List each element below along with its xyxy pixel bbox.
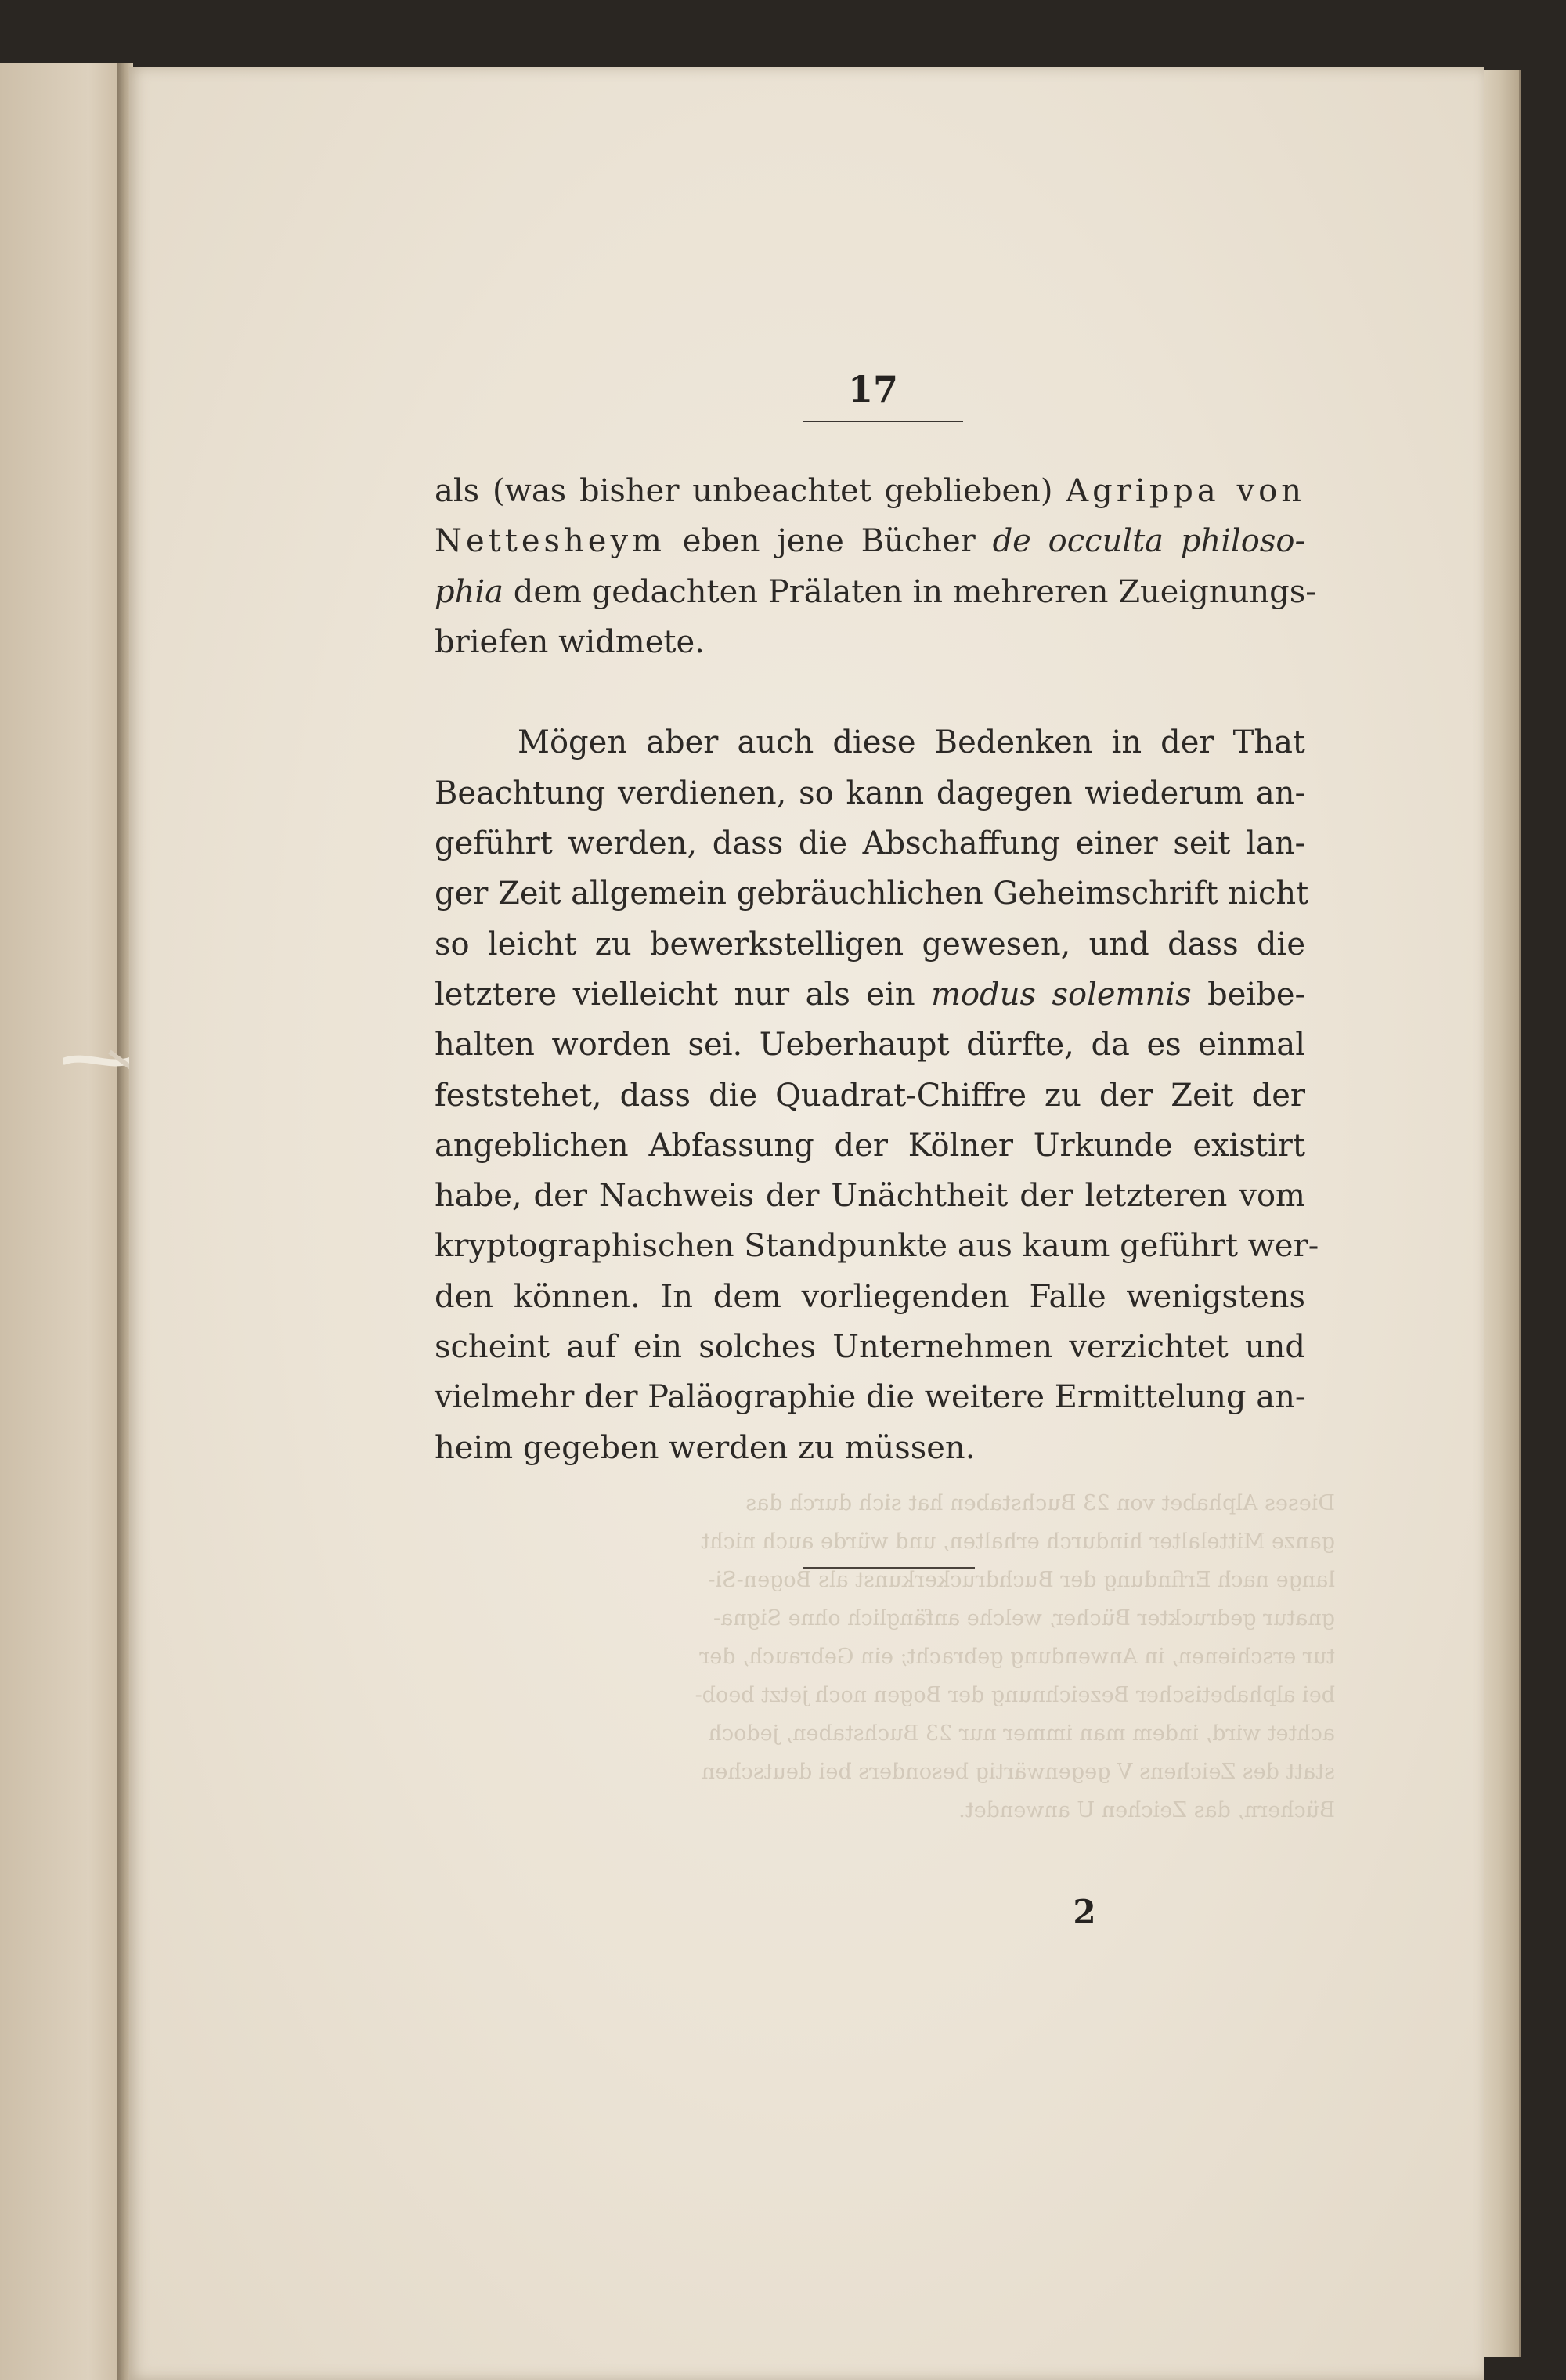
text-line xyxy=(435,1322,1305,1372)
text-segment: halten worden sei. Ueberhaupt dürfte, da es einmal xyxy=(435,1027,1305,1064)
text-line xyxy=(435,1121,1305,1171)
text-segment: beibe- xyxy=(1191,976,1305,1013)
text-segment: Nettesheym xyxy=(435,523,666,560)
text-line xyxy=(435,1171,1305,1221)
text-segment: heim gegeben werden zu müssen. xyxy=(435,1429,976,1466)
text-line xyxy=(435,1272,1305,1322)
text-segment: letztere vielleicht nur als ein xyxy=(435,976,932,1013)
text-segment: angeblichen Abfassung der Kölner Urkunde existirt xyxy=(435,1127,1305,1164)
text-line xyxy=(435,1372,1305,1422)
text-segment: de occulta philoso- xyxy=(992,523,1305,560)
text-line xyxy=(435,567,1316,617)
text-line xyxy=(435,869,1309,919)
text-line xyxy=(435,919,1305,970)
text-line xyxy=(435,1020,1305,1070)
facing-page-edge xyxy=(0,63,127,2380)
text-segment: modus solemnis xyxy=(931,976,1192,1013)
text-segment: Beachtung verdienen, so kann dagegen wiederum an- xyxy=(435,775,1305,811)
text-segment: habe, der Nachweis der Unächtheit der letzteren vom xyxy=(435,1178,1305,1215)
text-line xyxy=(435,516,1305,566)
text-line xyxy=(435,1071,1305,1121)
text-segment: phia xyxy=(435,573,504,610)
text-segment: kryptographischen Standpunkte aus kaum geführt wer- xyxy=(435,1228,1319,1265)
text-segment: scheint auf ein solches Unternehmen verzichtet und xyxy=(435,1329,1305,1366)
paragraph-gap xyxy=(435,667,1305,717)
show-through-text: Dieses Alphabet von 23 Buchstaben hat sich durch das ganze Mittelalter hindurch erhalten, und würde auch nicht lange nach Erfindung der Buchdruckerkunst als Bogen-Si- gnatur gedruckter Bücher, welche anfänglich ohne Signa- tur erschienen, in Anwendung gebracht; ein Gebrauch, der bei alphabetischer Bezeichnung der Bogen noch jetzt beob- achtet wird, indem man immer nur 23 Buchstaben, jedoch statt des Zeichens V gegenwärtig besonders bei deutschen Büchern, das Zeichen U anwendet. xyxy=(695,1491,1335,1822)
text-segment: Agrippa von xyxy=(1066,473,1306,509)
text-line xyxy=(435,466,1305,516)
text-segment: Mögen aber auch diese Bedenken in der That xyxy=(518,724,1305,761)
text-line xyxy=(435,1221,1319,1271)
text-segment: dem gedachten Prälaten in mehreren Zueignungs- xyxy=(503,573,1316,610)
text-line xyxy=(435,818,1305,869)
text-segment: eben jene Bücher xyxy=(665,523,993,560)
book-page xyxy=(129,67,1484,2380)
footnote-rule xyxy=(803,1567,975,1569)
text-line xyxy=(435,970,1305,1020)
text-line xyxy=(435,768,1305,818)
text-segment: so leicht zu bewerkstelligen gewesen, und dass die xyxy=(435,926,1305,962)
text-segment: feststehet, dass die Quadrat-Chiffre zu der Zeit der xyxy=(435,1077,1305,1114)
body-text xyxy=(435,466,1319,1473)
text-line xyxy=(435,717,1305,767)
text-segment: als (was bisher unbeachtet geblieben) xyxy=(435,473,1066,509)
text-segment: geführt werden, dass die Abschaffung einer seit lan- xyxy=(435,825,1305,862)
text-line xyxy=(435,1423,1305,1473)
text-segment: ger Zeit allgemein gebräuchlichen Geheimschrift nicht xyxy=(435,876,1309,912)
text-segment: vielmehr der Paläographie die weitere Ermittelung an- xyxy=(435,1379,1306,1416)
text-segment: briefen widmete. xyxy=(435,623,705,660)
text-segment: den können. In dem vorliegenden Falle wenigstens xyxy=(435,1278,1305,1315)
signature-mark: 2 xyxy=(1073,1893,1096,1931)
header-rule xyxy=(803,421,963,422)
page-number: 17 xyxy=(847,368,898,410)
text-line xyxy=(435,617,1305,667)
